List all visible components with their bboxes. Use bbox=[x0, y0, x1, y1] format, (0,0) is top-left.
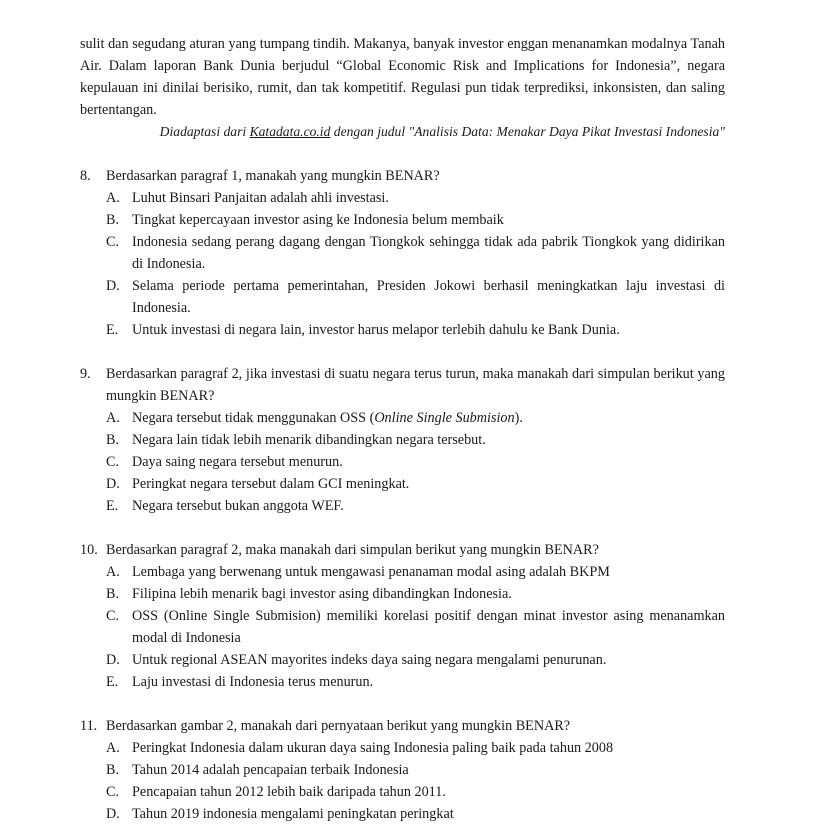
question-text: Berdasarkan paragraf 1, manakah yang mungkin BENAR? bbox=[106, 168, 440, 184]
question-8 bbox=[80, 165, 725, 341]
question-number: 10. bbox=[80, 542, 98, 558]
option-letter: C. bbox=[106, 454, 120, 470]
option-c[interactable] bbox=[80, 451, 725, 473]
option-letter: B. bbox=[106, 762, 120, 778]
option-text: Daya saing negara tersebut menurun. bbox=[132, 454, 343, 470]
option-text: Peringkat negara tersebut dalam GCI meningkat. bbox=[132, 476, 410, 492]
option-a[interactable] bbox=[80, 407, 725, 429]
option-letter: A. bbox=[106, 564, 120, 580]
option-text: Laju investasi di Indonesia terus menurun. bbox=[132, 674, 374, 690]
option-text: Indonesia sedang perang dagang dengan Tiongkok sehingga tidak ada pabrik Tiongkok yang didirikan di Indonesia. bbox=[132, 234, 725, 272]
option-d[interactable] bbox=[80, 803, 725, 825]
option-a[interactable] bbox=[80, 561, 725, 583]
option-a[interactable] bbox=[80, 187, 725, 209]
option-text: Luhut Binsari Panjaitan adalah ahli investasi. bbox=[132, 190, 389, 206]
option-text: Pencapaian tahun 2012 lebih baik daripada tahun 2011. bbox=[132, 784, 446, 800]
option-letter: D. bbox=[106, 806, 120, 822]
question-stem bbox=[80, 715, 725, 737]
source-prefix: Diadaptasi dari bbox=[159, 124, 250, 139]
option-b[interactable] bbox=[80, 759, 725, 781]
option-d[interactable] bbox=[80, 473, 725, 495]
option-text: Peringkat Indonesia dalam ukuran daya saing Indonesia paling baik pada tahun 2008 bbox=[132, 740, 614, 756]
source-suffix: dengan judul "Analisis Data: Menakar Daya Pikat Investasi Indonesia" bbox=[330, 124, 725, 139]
document-page bbox=[80, 33, 725, 825]
option-letter: C. bbox=[106, 784, 120, 800]
question-number: 11. bbox=[80, 718, 98, 734]
option-text: Negara tersebut tidak menggunakan OSS (Online Single Submision). bbox=[132, 410, 523, 426]
option-letter: A. bbox=[106, 410, 120, 426]
option-list bbox=[80, 407, 725, 517]
option-text: Untuk regional ASEAN mayorites indeks daya saing negara mengalami penurunan. bbox=[132, 652, 607, 668]
option-b[interactable] bbox=[80, 429, 725, 451]
option-c[interactable] bbox=[80, 605, 725, 649]
option-text: Filipina lebih menarik bagi investor asing dibandingkan Indonesia. bbox=[132, 586, 512, 602]
option-d[interactable] bbox=[80, 275, 725, 319]
source-link[interactable]: Katadata.co.id bbox=[249, 124, 331, 139]
option-letter: E. bbox=[106, 322, 119, 338]
question-9 bbox=[80, 363, 725, 517]
question-stem bbox=[80, 165, 725, 187]
option-text: Negara lain tidak lebih menarik dibandingkan negara tersebut. bbox=[132, 432, 486, 448]
option-list bbox=[80, 737, 725, 825]
option-letter: E. bbox=[106, 674, 119, 690]
passage-paragraph: sulit dan segudang aturan yang tumpang tindih. Makanya, banyak investor enggan menanamkan modalnya Tanah Air. Dalam laporan Bank Dunia berjudul “Global Economic Risk and Implications for Indonesia”, negara kepulauan ini dinilai berisiko, rumit, dan tak kompetitif. Regulasi pun tidak terprediksi, inkonsisten, dan saling bertentangan. bbox=[80, 36, 725, 118]
option-letter: A. bbox=[106, 740, 120, 756]
option-b[interactable] bbox=[80, 209, 725, 231]
option-e[interactable] bbox=[80, 495, 725, 517]
option-letter: A. bbox=[106, 190, 120, 206]
passage-source bbox=[80, 121, 725, 143]
option-letter: D. bbox=[106, 278, 120, 294]
option-text: Selama periode pertama pemerintahan, Presiden Jokowi berhasil meningkatkan laju investasi di Indonesia. bbox=[132, 278, 725, 316]
option-letter: C. bbox=[106, 234, 120, 250]
option-b[interactable] bbox=[80, 583, 725, 605]
option-text: Lembaga yang berwenang untuk mengawasi penanaman modal asing adalah BKPM bbox=[132, 564, 610, 580]
question-text: Berdasarkan gambar 2, manakah dari pernyataan berikut yang mungkin BENAR? bbox=[106, 718, 571, 734]
question-number: 8. bbox=[80, 168, 91, 184]
italic-term: Online Single Submision bbox=[374, 410, 515, 426]
option-letter: C. bbox=[106, 608, 120, 624]
option-text: Tingkat kepercayaan investor asing ke Indonesia belum membaik bbox=[132, 212, 504, 228]
option-text: Untuk investasi di negara lain, investor harus melapor terlebih dahulu ke Bank Dunia. bbox=[132, 322, 620, 338]
option-letter: B. bbox=[106, 212, 120, 228]
question-text: Berdasarkan paragraf 2, jika investasi di suatu negara terus turun, maka manakah dari simpulan berikut yang mungkin BENAR? bbox=[106, 366, 725, 404]
option-text: Tahun 2014 adalah pencapaian terbaik Indonesia bbox=[132, 762, 409, 778]
option-c[interactable] bbox=[80, 781, 725, 803]
option-a[interactable] bbox=[80, 737, 725, 759]
option-letter: D. bbox=[106, 476, 120, 492]
question-stem bbox=[80, 539, 725, 561]
option-letter: B. bbox=[106, 586, 120, 602]
question-11 bbox=[80, 715, 725, 825]
option-d[interactable] bbox=[80, 649, 725, 671]
question-text: Berdasarkan paragraf 2, maka manakah dari simpulan berikut yang mungkin BENAR? bbox=[106, 542, 599, 558]
question-10 bbox=[80, 539, 725, 693]
option-letter: B. bbox=[106, 432, 120, 448]
option-text: OSS (Online Single Submision) memiliki korelasi positif dengan minat investor asing menanamkan modal di Indonesia bbox=[132, 608, 725, 646]
option-text: Negara tersebut bukan anggota WEF. bbox=[132, 498, 344, 514]
option-letter: D. bbox=[106, 652, 120, 668]
option-e[interactable] bbox=[80, 319, 725, 341]
option-list bbox=[80, 561, 725, 693]
question-number: 9. bbox=[80, 366, 91, 382]
option-text: Tahun 2019 indonesia mengalami peningkatan peringkat bbox=[132, 806, 454, 822]
option-c[interactable] bbox=[80, 231, 725, 275]
option-list bbox=[80, 187, 725, 341]
question-stem bbox=[80, 363, 725, 407]
option-e[interactable] bbox=[80, 671, 725, 693]
option-letter: E. bbox=[106, 498, 119, 514]
